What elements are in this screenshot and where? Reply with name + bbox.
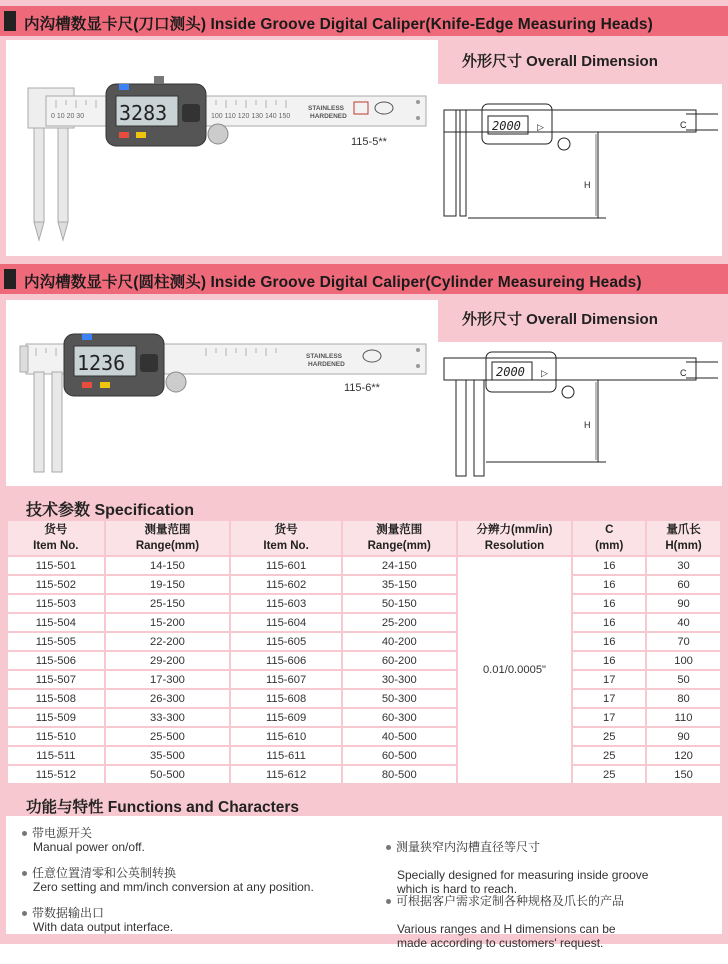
table-cell: 14-150 bbox=[105, 556, 231, 575]
table-cell: 115-501 bbox=[7, 556, 105, 575]
bullet-icon bbox=[22, 911, 27, 916]
table-row bbox=[7, 689, 721, 708]
table-cell: 16 bbox=[572, 575, 646, 594]
functions-heading: 功能与特性 Functions and Characters bbox=[26, 799, 300, 816]
dimension-drawing-panel bbox=[438, 84, 722, 256]
header-range-2: 测量范围 Range(mm) bbox=[342, 520, 457, 556]
table-cell: 115-503 bbox=[7, 594, 105, 613]
table-row bbox=[7, 575, 721, 594]
caliper-photo-panel bbox=[6, 40, 438, 256]
table-cell: 115-602 bbox=[230, 575, 342, 594]
model-number: 115-5** bbox=[351, 136, 387, 148]
section-title-bar bbox=[0, 264, 728, 294]
table-cell: 90 bbox=[646, 727, 721, 746]
table-cell: 115-510 bbox=[7, 727, 105, 746]
table-row bbox=[7, 556, 721, 575]
dimension-drawing bbox=[438, 84, 722, 256]
drawing-lcd-value: 2000 bbox=[496, 365, 525, 379]
table-row bbox=[7, 651, 721, 670]
table-cell: 50-300 bbox=[342, 689, 457, 708]
table-cell: 115-612 bbox=[230, 765, 342, 784]
table-row bbox=[7, 670, 721, 689]
svg-text:HARDENED: HARDENED bbox=[308, 361, 345, 368]
table-cell: 115-604 bbox=[230, 613, 342, 632]
table-cell: 60-500 bbox=[342, 746, 457, 765]
caliper-lcd-value: 3283 bbox=[119, 101, 168, 125]
table-row bbox=[7, 613, 721, 632]
table-cell: 115-601 bbox=[230, 556, 342, 575]
table-cell: 50-500 bbox=[105, 765, 231, 784]
table-cell: 40 bbox=[646, 613, 721, 632]
bullet-icon bbox=[22, 831, 27, 836]
header-item-no-2: 货号 Item No. bbox=[230, 520, 342, 556]
table-cell: 115-505 bbox=[7, 632, 105, 651]
table-cell: 50 bbox=[646, 670, 721, 689]
section-title-bar bbox=[0, 6, 728, 36]
table-cell: 35-500 bbox=[105, 746, 231, 765]
table-cell: 115-506 bbox=[7, 651, 105, 670]
table-cell: 115-603 bbox=[230, 594, 342, 613]
table-cell: 29-200 bbox=[105, 651, 231, 670]
section-title: 内沟槽数显卡尺(刀口测头) Inside Groove Digital Caliper(Knife-Edge Measuring Heads) bbox=[24, 16, 653, 33]
table-cell: 115-511 bbox=[7, 746, 105, 765]
table-cell: 115-610 bbox=[230, 727, 342, 746]
function-item: 任意位置清零和公英制转换 Zero setting and mm/inch conversion at any position. bbox=[22, 866, 314, 894]
drawing-lcd-value: 2000 bbox=[492, 119, 521, 133]
table-cell: 25 bbox=[572, 746, 646, 765]
svg-text:▷: ▷ bbox=[537, 122, 544, 132]
table-row bbox=[7, 727, 721, 746]
table-cell: 115-502 bbox=[7, 575, 105, 594]
function-item: 带电源开关 Manual power on/off. bbox=[22, 826, 145, 854]
svg-text:100 110 120 130 140 150: 100 110 120 130 140 150 bbox=[211, 113, 291, 120]
table-cell: 115-611 bbox=[230, 746, 342, 765]
table-cell: 115-504 bbox=[7, 613, 105, 632]
table-cell: 17 bbox=[572, 689, 646, 708]
bullet-icon bbox=[386, 845, 391, 850]
svg-text:H: H bbox=[584, 420, 591, 430]
cylinder-section bbox=[0, 262, 728, 489]
dimension-label: 外形尺寸 Overall Dimension bbox=[452, 303, 668, 334]
table-cell: 50-150 bbox=[342, 594, 457, 613]
table-cell: 40-200 bbox=[342, 632, 457, 651]
bullet-icon bbox=[386, 899, 391, 904]
svg-text:0 10 20 30: 0 10 20 30 bbox=[51, 113, 85, 120]
knife-edge-section bbox=[0, 0, 728, 262]
svg-text:H: H bbox=[584, 180, 591, 190]
table-cell: 35-150 bbox=[342, 575, 457, 594]
header-range-1: 测量范围 Range(mm) bbox=[105, 520, 231, 556]
table-cell: 115-607 bbox=[230, 670, 342, 689]
table-cell: 25-200 bbox=[342, 613, 457, 632]
table-cell: 60-300 bbox=[342, 708, 457, 727]
table-cell: 30-300 bbox=[342, 670, 457, 689]
table-row bbox=[7, 632, 721, 651]
table-cell: 70 bbox=[646, 632, 721, 651]
model-number: 115-6** bbox=[344, 382, 380, 394]
dimension-drawing-panel bbox=[438, 342, 722, 486]
table-cell: 17 bbox=[572, 708, 646, 727]
spec-heading: 技术参数 Specification bbox=[26, 502, 195, 519]
table-cell: 33-300 bbox=[105, 708, 231, 727]
bullet-icon bbox=[22, 871, 27, 876]
table-cell: 115-509 bbox=[7, 708, 105, 727]
table-row bbox=[7, 765, 721, 784]
dimension-drawing bbox=[438, 342, 722, 486]
knife-edge-caliper-image bbox=[6, 40, 438, 256]
table-cell: 120 bbox=[646, 746, 721, 765]
table-cell: 110 bbox=[646, 708, 721, 727]
svg-text:▷: ▷ bbox=[541, 368, 548, 378]
table-cell: 15-200 bbox=[105, 613, 231, 632]
table-cell: 100 bbox=[646, 651, 721, 670]
caliper-photo-panel bbox=[6, 300, 438, 486]
function-item: 测量狭窄内沟槽直径等尺寸 Specially designed for measuring inside groove which is hard to reach. bbox=[386, 826, 648, 910]
header-c: C (mm) bbox=[572, 520, 646, 556]
table-cell: 25 bbox=[572, 727, 646, 746]
title-marker bbox=[4, 269, 16, 289]
table-cell: 26-300 bbox=[105, 689, 231, 708]
spec-header-row bbox=[7, 520, 721, 556]
table-cell: 60 bbox=[646, 575, 721, 594]
caliper-lcd-value: 1236 bbox=[77, 351, 126, 375]
table-cell: 16 bbox=[572, 556, 646, 575]
title-marker bbox=[4, 11, 16, 31]
section-title: 内沟槽数显卡尺(圆柱测头) Inside Groove Digital Caliper(Cylinder Measureing Heads) bbox=[24, 274, 642, 291]
spec-table bbox=[6, 519, 722, 785]
table-cell: 115-512 bbox=[7, 765, 105, 784]
table-cell: 22-200 bbox=[105, 632, 231, 651]
table-cell: 16 bbox=[572, 613, 646, 632]
table-cell: 16 bbox=[572, 632, 646, 651]
table-cell: 115-606 bbox=[230, 651, 342, 670]
table-cell: 115-508 bbox=[7, 689, 105, 708]
table-row bbox=[7, 594, 721, 613]
table-cell: 25-150 bbox=[105, 594, 231, 613]
functions-panel bbox=[6, 816, 722, 950]
table-cell: 60-200 bbox=[342, 651, 457, 670]
dimension-label: 外形尺寸 Overall Dimension bbox=[452, 45, 668, 76]
spec-section bbox=[0, 489, 728, 950]
table-cell: 40-500 bbox=[342, 727, 457, 746]
table-cell: 30 bbox=[646, 556, 721, 575]
table-cell: 90 bbox=[646, 594, 721, 613]
table-cell: 150 bbox=[646, 765, 721, 784]
table-cell: 115-609 bbox=[230, 708, 342, 727]
table-cell: 17-300 bbox=[105, 670, 231, 689]
table-cell: 24-150 bbox=[342, 556, 457, 575]
table-cell: 115-605 bbox=[230, 632, 342, 651]
table-cell: 115-507 bbox=[7, 670, 105, 689]
table-cell: 115-608 bbox=[230, 689, 342, 708]
table-cell: 17 bbox=[572, 670, 646, 689]
table-cell: 80 bbox=[646, 689, 721, 708]
resolution-cell: 0.01/0.0005" bbox=[457, 556, 573, 784]
svg-text:C: C bbox=[680, 368, 687, 378]
table-cell: 16 bbox=[572, 651, 646, 670]
header-h: 量爪长 H(mm) bbox=[646, 520, 721, 556]
svg-text:C: C bbox=[680, 120, 687, 130]
svg-text:STAINLESS: STAINLESS bbox=[308, 105, 344, 112]
svg-text:HARDENED: HARDENED bbox=[310, 113, 347, 120]
table-cell: 25-500 bbox=[105, 727, 231, 746]
svg-text:STAINLESS: STAINLESS bbox=[306, 353, 342, 360]
table-cell: 19-150 bbox=[105, 575, 231, 594]
header-resolution: 分辨力(mm/in) Resolution bbox=[457, 520, 573, 556]
table-row bbox=[7, 708, 721, 727]
table-row bbox=[7, 746, 721, 765]
table-cell: 25 bbox=[572, 765, 646, 784]
table-cell: 16 bbox=[572, 594, 646, 613]
function-item: 带数据输出口 With data output interface. bbox=[22, 906, 173, 934]
header-item-no-1: 货号 Item No. bbox=[7, 520, 105, 556]
function-item: 可根据客户需求定制各种规格及爪长的产品 Various ranges and H dimensions can be made according to customers' request. bbox=[386, 880, 624, 964]
table-cell: 80-500 bbox=[342, 765, 457, 784]
